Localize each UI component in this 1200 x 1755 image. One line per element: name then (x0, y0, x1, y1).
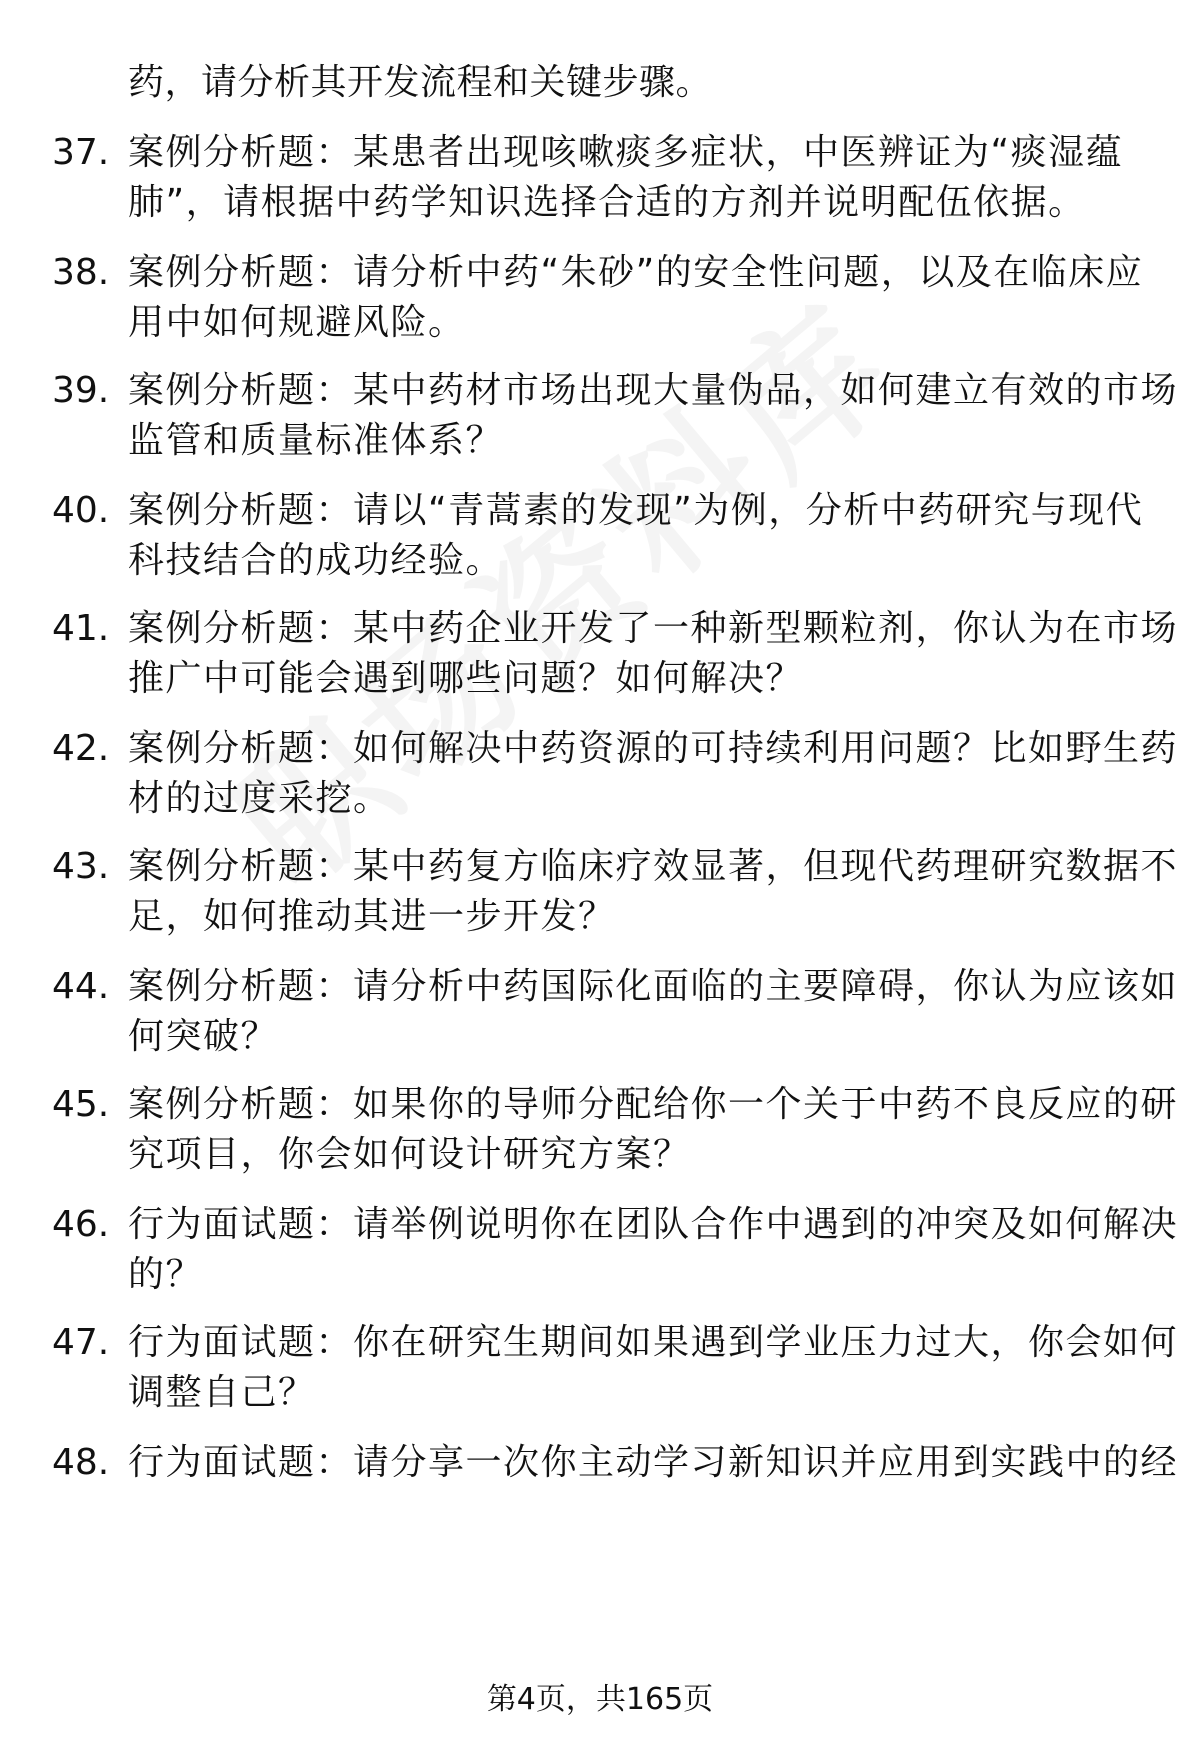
question-number: 44. (52, 966, 110, 1007)
question-text-line-2: 调整自己？ (128, 1372, 316, 1413)
question-number: 37. (52, 132, 110, 173)
question-text-line-1: 案例分析题：如何解决中药资源的可持续利用问题？比如野生药 (128, 728, 1179, 769)
question-text-line-2: 科技结合的成功经验。 (128, 540, 504, 581)
question-text-line-2: 推广中可能会遇到哪些问题？如何解决？ (128, 658, 804, 699)
question-text-line-1: 行为面试题：请分享一次你主动学习新知识并应用到实践中的经 (128, 1442, 1179, 1483)
question-number: 46. (52, 1204, 110, 1245)
question-text-line-2: 材的过度采挖。 (128, 778, 391, 819)
question-number: 38. (52, 252, 110, 293)
question-number: 47. (52, 1322, 110, 1363)
question-text-line-2: 足，如何推动其进一步开发？ (128, 896, 616, 937)
question-text-line-1: 案例分析题：请分析中药“朱砂”的安全性问题，以及在临床应 (128, 252, 1144, 293)
question-text-line-1: 案例分析题：某中药材市场出现大量伪品，如何建立有效的市场 (128, 370, 1179, 411)
question-text-line-1: 行为面试题：请举例说明你在团队合作中遇到的冲突及如何解决 (128, 1204, 1179, 1245)
question-text-line-1: 案例分析题：某中药企业开发了一种新型颗粒剂，你认为在市场 (128, 608, 1179, 649)
page-footer: 第4页，共165页 (486, 1682, 714, 1717)
question-text-line-2: 肺”，请根据中药学知识选择合适的方剂并说明配伍依据。 (128, 182, 1086, 223)
question-number: 40. (52, 490, 110, 531)
intro-continuation-text: 药，请分析其开发流程和关键步骤。 (128, 62, 713, 103)
question-text-line-1: 案例分析题：某中药复方临床疗效显著，但现代药理研究数据不 (128, 846, 1179, 887)
question-text-line-2: 的？ (128, 1254, 204, 1295)
question-text-line-2: 监管和质量标准体系？ (128, 420, 504, 461)
question-number: 42. (52, 728, 110, 769)
question-number: 41. (52, 608, 110, 649)
question-number: 45. (52, 1084, 110, 1125)
question-text-line-2: 究项目，你会如何设计研究方案？ (128, 1134, 691, 1175)
watermark (180, 246, 932, 926)
question-number: 43. (52, 846, 110, 887)
question-text-line-2: 用中如何规避风险。 (128, 302, 466, 343)
question-text-line-1: 案例分析题：请以“青蒿素的发现”为例，分析中药研究与现代 (128, 490, 1144, 531)
question-text-line-1: 案例分析题：某患者出现咳嗽痰多症状，中医辨证为“痰湿蕴 (128, 132, 1124, 173)
question-text-line-1: 行为面试题：你在研究生期间如果遇到学业压力过大，你会如何 (128, 1322, 1179, 1363)
question-number: 39. (52, 370, 110, 411)
question-text-line-2: 何突破？ (128, 1016, 279, 1057)
question-number: 48. (52, 1442, 110, 1483)
question-text-line-1: 案例分析题：如果你的导师分配给你一个关于中药不良反应的研 (128, 1084, 1179, 1125)
question-text-line-1: 案例分析题：请分析中药国际化面临的主要障碍，你认为应该如 (128, 966, 1179, 1007)
